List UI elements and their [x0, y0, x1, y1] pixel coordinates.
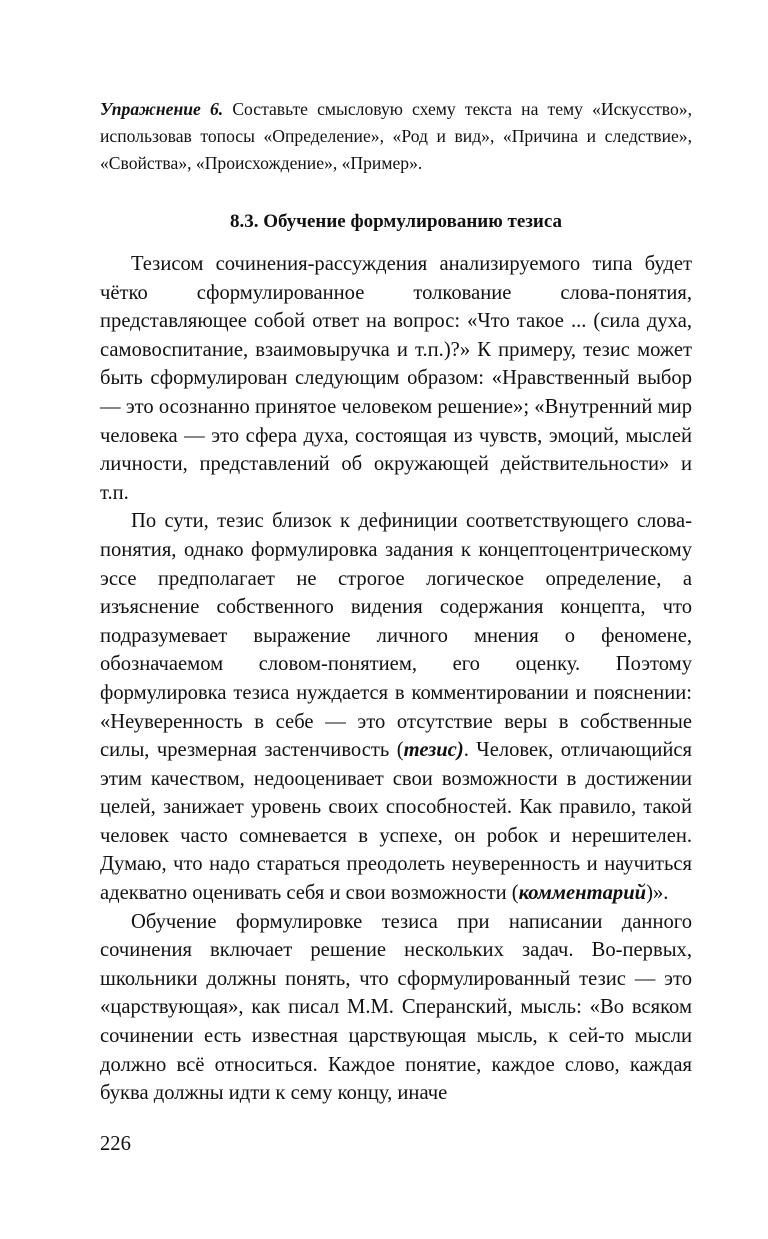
exercise-text: Составьте смысловую схему текста на тему «Искусство», использовав топосы «Определение», «Род и вид», «Причина и следствие», «Свойства», «Происхождение», «Пример».: [100, 99, 692, 173]
page-number: 226: [100, 1133, 131, 1155]
emphasis-commentary: комментарий: [518, 882, 647, 905]
page-content: [100, 96, 692, 1108]
exercise-label: Упражнение 6.: [100, 99, 224, 119]
exercise-paragraph: [100, 96, 692, 177]
section-heading: 8.3. Обучение формулированию тезиса: [229, 211, 563, 232]
paragraph-3: Обучение формулировке тезиса при написании данного сочинения включает решение нескольких задач. Во-первых, школьники должны понять, что сформулированный тезис — это «царствующая», как писал М.М. Сперанский, мысль: «Во всяком сочинении есть известная царствующая мысль, к сей-то мысли должно всё относиться. Каждое понятие, каждое слово, каждая буква должны идти к сему концу, иначе: [100, 910, 692, 1105]
body-text: [100, 250, 692, 1108]
paragraph-2-part-b: . Человек, отличающийся этим качеством, недооценивает свои возможности в достижении целей, занижает уровень своих способностей. Как правило, такой человек часто сомневается в успехе, он робок и нерешителен. Думаю, что надо стараться преодолеть неуверенность и научиться адекватно оценивать себя и свои возможности (: [100, 739, 692, 905]
paragraph-2: [100, 507, 692, 907]
paragraph-1: Тезисом сочинения-рассуждения анализируемого типа будет чётко сформулированное толкование слова-понятия, представляющее собой ответ на вопрос: «Что такое ... (сила духа, самовоспитание, взаимовыручка и т.п.)?» К примеру, тезис может быть сформулирован следующим образом: «Нравственный выбор — это осознанно принятое человеком решение»; «Внутренний мир человека — это сфера духа, состоящая из чувств, эмоций, мыслей личности, представлений об окружающей действительности» и т.п.: [100, 253, 692, 504]
emphasis-thesis: тезис): [403, 739, 464, 762]
paragraph-2-part-a: По сути, тезис близок к дефиниции соответствующего слова-понятия, однако формулировка задания к концептоцентрическому эссе предполагает не строгое логическое определение, а изъяснение собственного видения содержания концепта, что подразумевает выражение личного мнения о феномене, обозначаемом словом-понятием, его оценку. Поэтому формулировка тезиса нуждается в комментировании и пояснении: «Неуверенность в себе — это отсутствие веры в собственные силы, чрезмерная застенчивость (: [100, 510, 692, 762]
paragraph-2-part-c: )».: [646, 882, 669, 905]
